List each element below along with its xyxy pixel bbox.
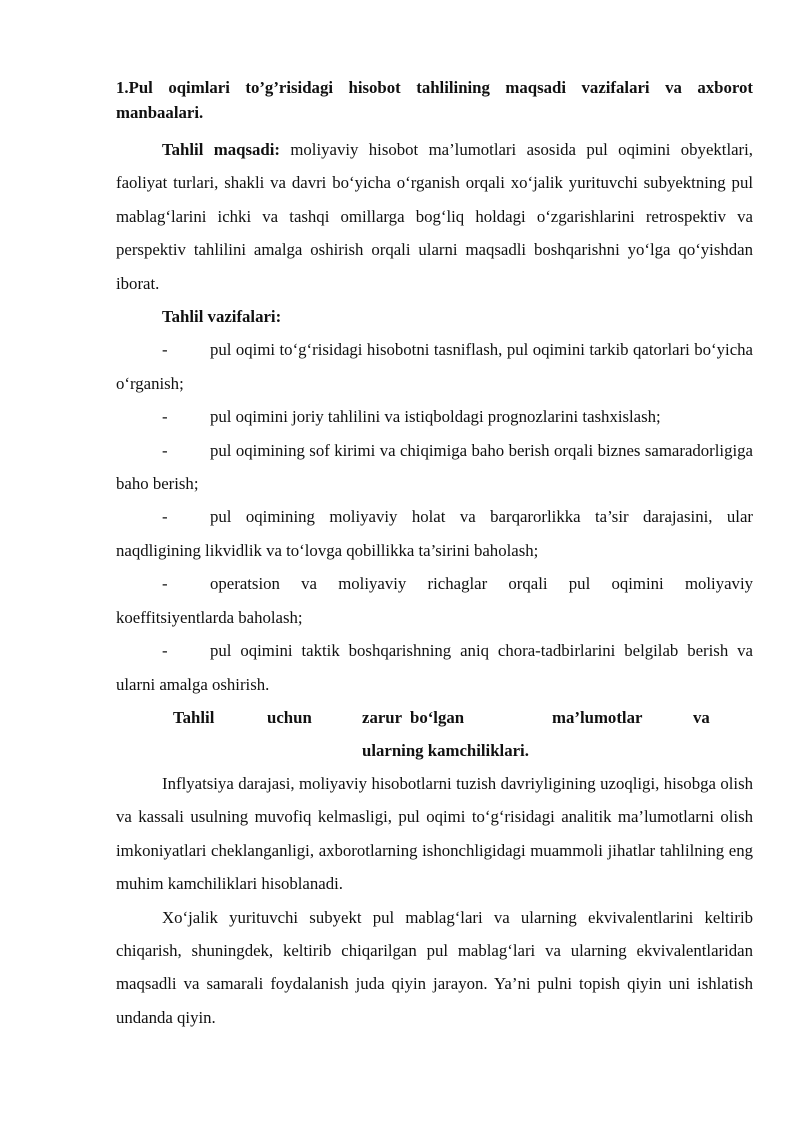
body-paragraph: Inflyatsiya darajasi, moliyaviy hisobotlarni tuzish davriyligining uzoqligi, hisobga olish va kassali usulning muvofiq kelmasligi, pul oqimi to‘g‘risidagi analitik ma’lumotlarni olish imkoniyatlari cheklanganligi, axborotlarning ishonchligidagi muammoli jihatlar tahlilning eng muhim kamchiliklari hisoblanadi. bbox=[116, 773, 753, 894]
purpose-label: Tahlil maqsadi: bbox=[162, 140, 280, 159]
list-item bbox=[116, 500, 753, 567]
section-heading: 1.Pul oqimlari to’g’risidagi hisobot tahlilining maqsadi vazifalari va axborot manbaalari. bbox=[116, 78, 753, 122]
purpose-text: moliyaviy hisobot ma’lumotlari asosida pul oqimini obyektlari, faoliyat turlari, shakli va davri bo‘yicha o‘rganish orqali xo‘jalik yurituvchi subyektning pul mablag‘larini ichki va tashqi omillarga bog‘liq holdagi o‘zgarishlarini retrospektiv va perspektiv tahlilini amalga oshirish orqali ularni maqsadli boshqarishni yo‘lga qo‘yishdan iborat. bbox=[116, 140, 753, 293]
body-paragraph: Xo‘jalik yurituvchi subyekt pul mablag‘lari va ularning ekvivalentlarini keltirib chiqarish, shuningdek, keltirib chiqarilgan pul mablag‘lari va ularning ekvivalentlaridan maqsadli va samarali foydalanish juda qiyin jarayon. Ya’ni pulni topish qiyin uni ishlatish undanda qiyin. bbox=[116, 907, 753, 1027]
subheading-line2: ularning kamchiliklari. bbox=[362, 740, 529, 760]
list-item-text: pul oqimining moliyaviy holat va barqarorlikka ta’sir darajasini, ular naqdligining likvidlik va to‘lovga qobillikka ta’sirini baholash; bbox=[116, 507, 753, 560]
list-item-text: pul oqimini taktik boshqarishning aniq chora-tadbirlarini belgilab berish va ularni amalga oshirish. bbox=[116, 641, 753, 694]
subheading-word: Tahlil bbox=[173, 707, 215, 727]
list-item bbox=[116, 634, 753, 701]
list-dash: - bbox=[162, 440, 168, 460]
list-dash: - bbox=[162, 641, 168, 661]
list-dash: - bbox=[162, 574, 168, 594]
subheading-word: zarur bbox=[362, 707, 403, 727]
list-item bbox=[116, 567, 753, 634]
subheading-word: va bbox=[693, 707, 710, 727]
list-item-text: pul oqimini joriy tahlilini va istiqboldagi prognozlarini tashxislash; bbox=[210, 407, 661, 427]
list-item bbox=[116, 400, 753, 433]
purpose-paragraph bbox=[116, 133, 753, 300]
list-item bbox=[116, 434, 753, 501]
list-dash: - bbox=[162, 340, 168, 360]
list-item-text: pul oqimining sof kirimi va chiqimiga baho berish orqali biznes samaradorligiga baho berish; bbox=[116, 440, 753, 494]
subheading-word: bo‘lgan bbox=[410, 707, 465, 727]
list-dash: - bbox=[162, 507, 168, 527]
subheading-word: uchun bbox=[267, 707, 312, 727]
tasks-label: Tahlil vazifalari: bbox=[162, 307, 282, 327]
list-item bbox=[116, 333, 753, 400]
list-item-text: pul oqimi to‘g‘risidagi hisobotni tasniflash, pul oqimini tarkib qatorlari bo‘yicha o‘rganish; bbox=[116, 340, 753, 393]
list-item-text: operatsion va moliyaviy richaglar orqali pul oqimini moliyaviy koeffitsiyentlarda baholash; bbox=[116, 574, 753, 627]
subheading bbox=[116, 701, 753, 767]
list-dash: - bbox=[162, 407, 168, 427]
subheading-word: ma’lumotlar bbox=[552, 707, 643, 727]
